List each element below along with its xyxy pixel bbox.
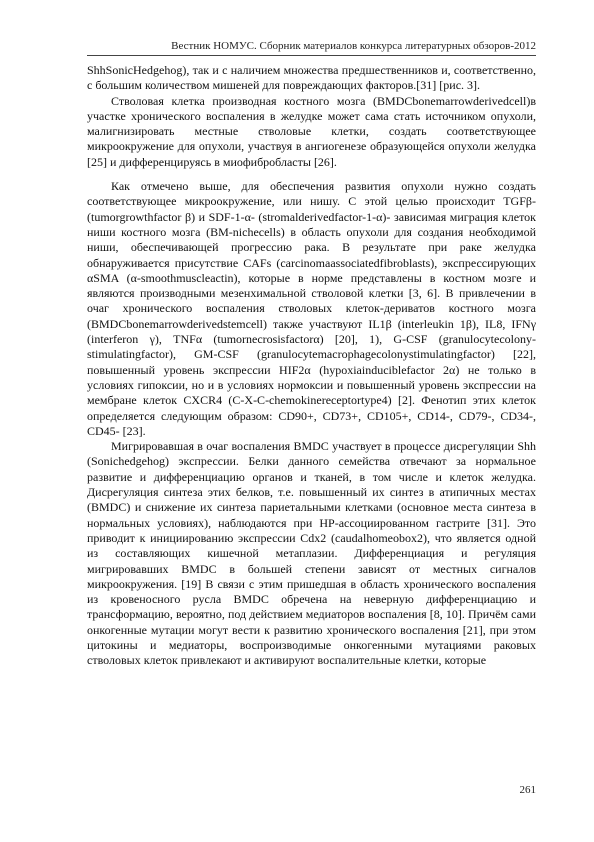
header-rule <box>87 55 536 56</box>
paragraph-microenvironment: Как отмечено выше, для обеспечения развития опухоли нужно создать соответствующее микроокружение, или нишу. С этой целью происходит TGFβ-(tumorgrowthfactor β) и SDF-1-α- (stromalderivedfactor-1-α)- зависимая миграция клеток ниши костного мозга (BM-nichecells) в область опухоли для создания необходимой ниши, обеспечивающей прогрессию рака. В результате при раке желудка обнаруживается присутствие CAFs (carcinomaassociatedfibroblasts), экспрессирующих αSMA (α-smoothmuscleactin), которые в норме представлены в костном мозге и являются производными мезенхимальной стволовой клетки [3, 6]. В привлечении в очаг хронического воспаления стволовых клеток-дериватов костного мозга (BMDCbonemarrowderivedstemcell) также участвуют IL1β (interleukin 1β), IL8, IFNγ (interferon γ), TNFα (tumornecrosisfactorα) [20], 1), G-CSF (granulocytecolony-stimulatingfactor), GM-CSF (granulocytemacrophagecolonystimulatingfactor) [22], повышенный уровень экспрессии HIF2α (hypoxiainduciblefactor 2α) не только в условиях гипоксии, но и в условиях нормоксии и повышенный уровень экспрессии на мембране клеток CXCR4 (C-X-C-chemokinereceptortype4) [2]. Фенотип этих клеток определяется следующим образом: CD90+, CD73+, CD105+, CD14-, CD79-, CD34-, CD45- [23]. <box>87 179 536 438</box>
paragraph-continuation: ShhSonicHedgehog), так и с наличием множества предшественников и, соответственно, с большим количеством мишеней для повреждающих факторов.[31] [рис. 3]. <box>87 63 536 93</box>
page-number: 261 <box>519 784 536 796</box>
paragraph-shh-dysregulation: Мигрировавшая в очаг воспаления BMDC участвует в процессе дисрегуляции Shh (Sonichedgehog) экспрессии. Белки данного семейства отвечают за нормальное развитие и дифференциацию органов и тканей, в том числе и клеток желудка. Дисрегуляция синтеза этих белков, т.е. повышенный их синтез в атипичных местах (BMDC) и снижение их синтеза париетальными клетками (основное места синтеза в нормальных условиях), наблюдаются при HP-ассоциированном гастрите [31]. Это приводит к инициированию экспрессии Cdx2 (caudalhomeobox2), что является одной из составляющих кишечной метаплазии. Дифференциация и регуляция мигрировавших BMDC в большей степени зависят от местных сигналов микроокружения. [19] В связи с этим пришедшая в область хронического воспаления из кровеносного русла BMDC обречена на неверную дифференциацию и трансформацию, вероятно, под действием медиаторов воспаления [8, 10]. Причём сами онкогенные мутации могут вести к развитию хронического воспаления [21], при этом цитокины и медиаторы, воспроизводимые онкогенными мутациями раковых стволовых клеток привлекают и активируют воспалительные клетки, которые <box>87 439 536 668</box>
body-text <box>87 63 536 669</box>
running-header: Вестник НОМУС. Сборник материалов конкурса литературных обзоров-2012 <box>171 40 536 52</box>
paragraph-bmdc-source: Стволовая клетка производная костного мозга (BMDCbonemarrowderivedcell)в участке хронического воспаления в желудке может сама стать источником опухоли, малигнизировать местные стволовые клетки, создать соответствующее микроокружение для опухоли, участвуя в ангиогенезе образующейся опухоли желудка [25] и дифференцируясь в миофибробласты [26]. <box>87 93 536 169</box>
